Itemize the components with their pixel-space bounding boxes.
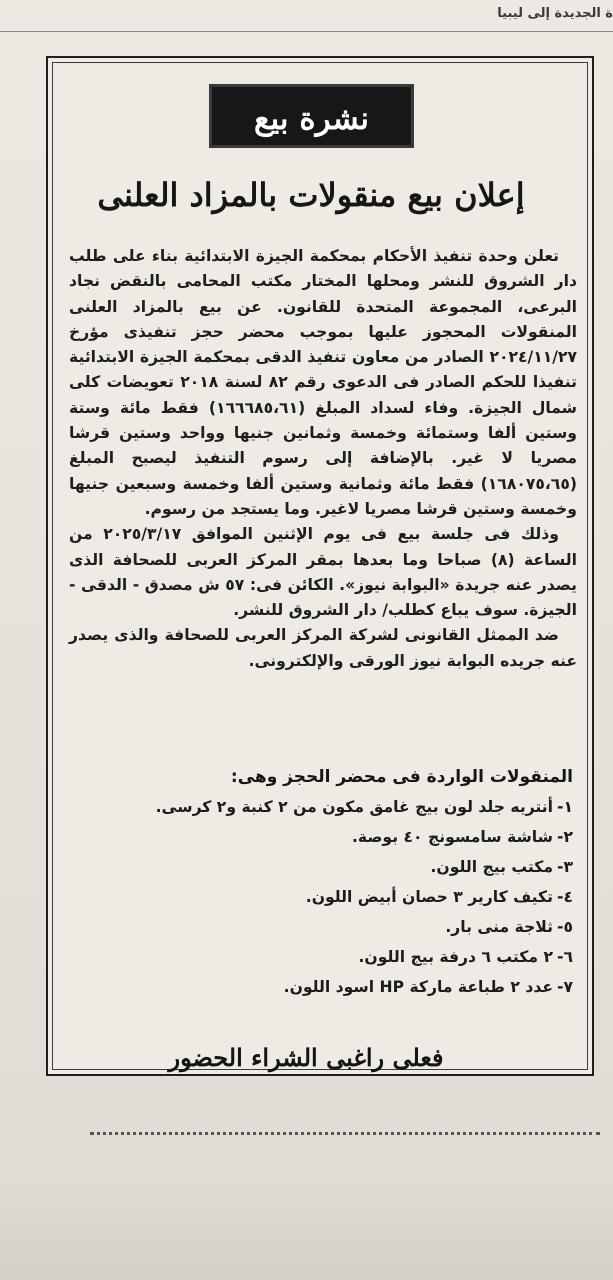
list-item [73,972,573,1002]
list-item [73,852,573,882]
list-item [73,822,573,852]
running-header: ة الجديدة إلى ليبيا [497,6,613,21]
item-text: ٢ مكتب ٦ درفة بيج اللون. [358,948,553,966]
item-text: عدد ٢ طباعة ماركة HP اسود اللون. [283,978,553,996]
item-text: تكيف كارير ٣ حصان أبيض اللون. [305,888,553,906]
paper-shadow [0,1180,613,1280]
notice-paragraph: تعلن وحدة تنفيذ الأحكام بمحكمة الجيزة الابتدائية بناء على طلب دار الشروق للنشر ومحلها المختار مكتب المحامى بالنقض نجاد البرعى، المجموعة المتحدة للقانون. عن بيع بالمزاد العلنى المنقولات المحجوز عليها بموجب محضر حجز تنفيذى مؤرخ ٢٠٢٤/١١/٢٧ الصادر من معاون تنفيذ الدقى بمحكمة الجيزة الابتدائية تنفيذا للحكم الصادر فى الدعوى رقم ٨٢ لسنة ٢٠١٨ تعويضات كلى شمال الجيزة. وفاء لسداد المبلغ (١٦٦٦٨٥،٦١) فقط مائة وستة وستين ألفا وستمائة وخمسة وثمانين جنيها وواحد وستين قرشا مصريا لا غير. بالإضافة إلى رسوم التنفيذ ليصبح المبلغ (١٦٨٠٧٥،٦٥) فقط مائة وثمانية وستين ألفا وخمسة وسبعين جنيها وخمسة وستين قرشا مصريا لاغير. وما يستجد من رسوم. [69,247,577,518]
item-text: أنتريه جلد لون بيج غامق مكون من ٢ كنبة و٢ كرسى. [155,798,553,816]
list-item [73,912,573,942]
list-item [73,942,573,972]
notice-paragraph: ضد الممثل القانونى لشركة المركز العربى للصحافة والذى يصدر عنه جريده البوابة نيوز الورقى والإلكترونى. [69,626,577,670]
item-number: ٦- [556,948,573,966]
item-number: ١- [556,798,573,816]
sale-notice-badge: نشرة بيع [209,84,414,148]
auction-headline: إعلان بيع منقولات بالمزاد العلنى [97,176,525,214]
list-item [73,792,573,822]
dotted-cut-line [90,1132,600,1135]
item-number: ٥- [556,918,573,936]
seized-items-title: المنقولات الواردة فى محضر الحجز وهى: [230,767,573,787]
list-item [73,882,573,912]
item-number: ٣- [556,858,573,876]
seized-items-list [73,792,573,1002]
header-rule [0,31,613,32]
item-number: ٤- [556,888,573,906]
closing-line: فعلى راغبى الشراء الحضور [168,1043,444,1072]
item-text: شاشة سامسونج ٤٠ بوصة. [351,828,553,846]
item-number: ٧- [556,978,573,996]
item-number: ٢- [556,828,573,846]
item-text: مكتب بيج اللون. [430,858,553,876]
notice-body [69,244,577,674]
notice-paragraph: وذلك فى جلسة بيع فى يوم الإثنين الموافق ٢٠٢٥/٣/١٧ من الساعة (٨) صباحا وما بعدها بمقر المركز العربى للصحافة الذى يصدر عنه جريدة «البوابة نيوز». الكائن فى: ٥٧ ش مصدق - الدقى - الجيزة. سوف يباع كطلب/ دار الشروق للنشر. [69,525,577,620]
item-text: ثلاجة منى بار. [445,918,553,936]
